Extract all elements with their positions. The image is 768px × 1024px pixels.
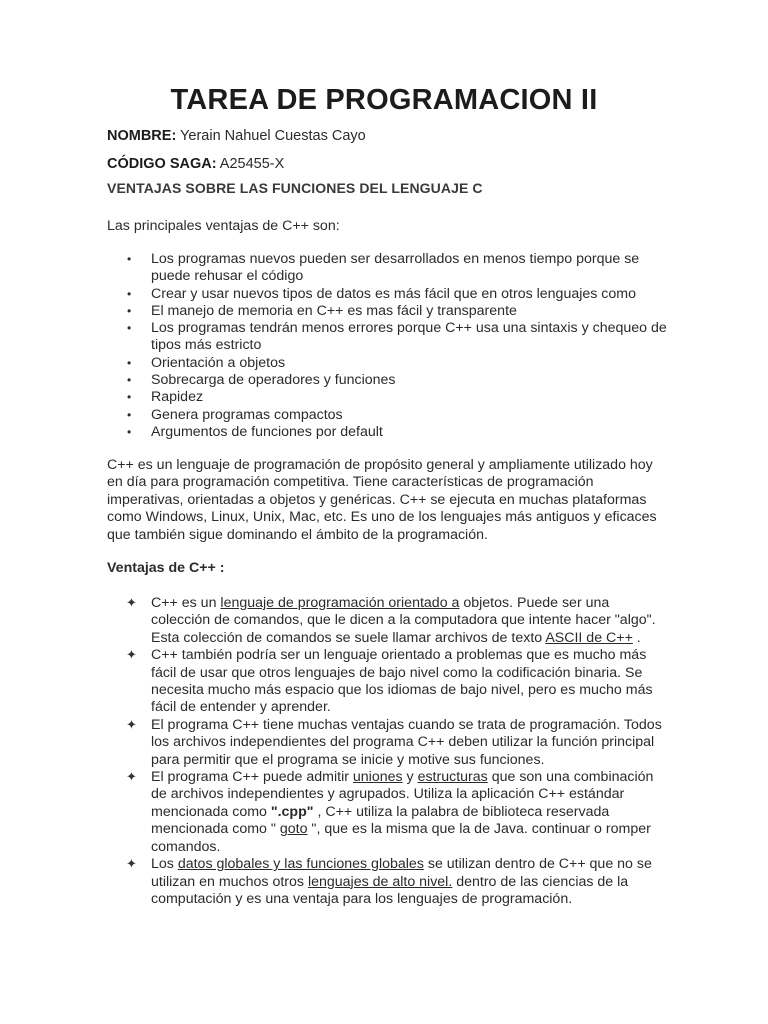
list-item: • Sobrecarga de operadores y funciones: [127, 372, 396, 389]
list-item: • El manejo de memoria en C++ es mas fácil y transparente: [127, 302, 517, 319]
bullet-icon: •: [127, 321, 132, 336]
star-bullet-icon: ✦: [126, 595, 137, 610]
document-title: TAREA DE PROGRAMACION II: [170, 84, 598, 116]
link-estructuras[interactable]: estructuras: [417, 769, 488, 786]
ventajas-star-list: [107, 595, 667, 908]
bullet-icon: •: [127, 355, 132, 370]
star-bullet-icon: ✦: [126, 647, 137, 663]
star-bullet-icon: ✦: [126, 716, 137, 732]
star-bullet-icon: ✦: [126, 769, 137, 785]
link-ascii-cpp[interactable]: ASCII de C++: [545, 629, 633, 646]
intro-text: Las principales ventajas de C++ son:: [107, 218, 340, 234]
list-item: • Argumentos de funciones por default: [127, 423, 383, 440]
code-value: A25455-X: [216, 156, 285, 172]
bullet-icon: •: [127, 390, 132, 405]
list-item: ✦ C++ también podría ser un lenguaje orientado a problemas que es mucho más fácil de usar que otros lenguajes de bajo nivel como la codificación binaria. Se necesita mucho más espacio que los idiomas de bajo nivel, pero es mucho más fácil de entender y aprender.: [126, 647, 653, 716]
name-line: [107, 128, 366, 144]
list-item: • Crear y usar nuevos tipos de datos es más fácil que en otros lenguajes como: [127, 285, 637, 302]
list-item: • Los programas tendrán menos errores porque C++ usa una sintaxis y chequeo de tipos más estricto: [127, 320, 667, 354]
link-lenguaje-orientado[interactable]: lenguaje de programación orientado a: [220, 595, 460, 611]
code-label: CÓDIGO SAGA:: [107, 156, 217, 172]
list-item: • Orientación a objetos: [127, 354, 286, 371]
list-item: • Rapidez: [127, 389, 204, 406]
list-item: • Genera programas compactos: [127, 406, 343, 423]
link-uniones[interactable]: uniones: [352, 769, 403, 786]
bullet-icon: •: [127, 286, 132, 301]
bullet-icon: •: [127, 407, 132, 422]
link-goto[interactable]: goto: [279, 821, 308, 838]
advantages-bullet-list: [107, 251, 667, 441]
list-item: • Los programas nuevos pueden ser desarrollados en menos tiempo porque se puede rehusar el código: [127, 251, 640, 285]
ventajas-heading: Ventajas de C++ :: [107, 560, 225, 576]
star-bullet-icon: ✦: [126, 856, 137, 872]
name-label: NOMBRE:: [107, 128, 177, 144]
list-item: ✦ El programa C++ puede admitir uniones y estructuras que son una combinación de archivos independientes y agrupados. Utiliza la aplicación C++ estándar mencionada como ".cpp" , C++ utiliza la palabra de biblioteca reservada mencionada como " goto ", que es la misma que la de Java. continuar o romper comandos.: [126, 769, 654, 855]
description-paragraph: C++ es un lenguaje de programación de propósito general y ampliamente utilizado hoy en día para programación competitiva. Tiene características de programación imperativas, orientadas a objetos y genéricas. C++ se ejecuta en muchas plataformas como Windows, Linux, Unix, Mac, etc. Es uno de los lenguajes más antiguos y eficaces que también sigue dominando el ámbito de la programación.: [107, 457, 657, 543]
bullet-icon: •: [127, 252, 132, 266]
bullet-icon: •: [127, 424, 132, 439]
list-item: ✦ El programa C++ tiene muchas ventajas cuando se trata de programación. Todos los archivos independientes del programa C++ deben utilizar la función principal para permitir que el programa se inicie y motive sus funciones.: [126, 716, 662, 768]
name-value: Yerain Nahuel Cuestas Cayo: [176, 128, 366, 144]
link-lenguajes-alto-nivel[interactable]: lenguajes de alto nivel.: [307, 873, 453, 890]
bullet-icon: •: [127, 303, 132, 318]
section-heading: VENTAJAS SOBRE LAS FUNCIONES DEL LENGUAJE C: [107, 180, 483, 196]
link-datos-globales[interactable]: datos globales y las funciones globales: [177, 856, 424, 873]
list-item: ✦ C++ es un lenguaje de programación orientado a objetos. Puede ser una colección de comandos, que le dicen a la computadora que intente hacer "algo". Esta colección de comandos se suele llamar archivos de texto ASCII de C++ .: [126, 595, 656, 646]
code-line: [107, 156, 284, 172]
bullet-icon: •: [127, 373, 132, 388]
list-item: ✦ Los datos globales y las funciones globales se utilizan dentro de C++ que no se utilizan en muchos otros lenguajes de alto nivel. dentro de las ciencias de la computación y es una ventaja para los lenguajes de programación.: [126, 856, 652, 907]
cpp-extension: ".cpp": [270, 803, 314, 820]
